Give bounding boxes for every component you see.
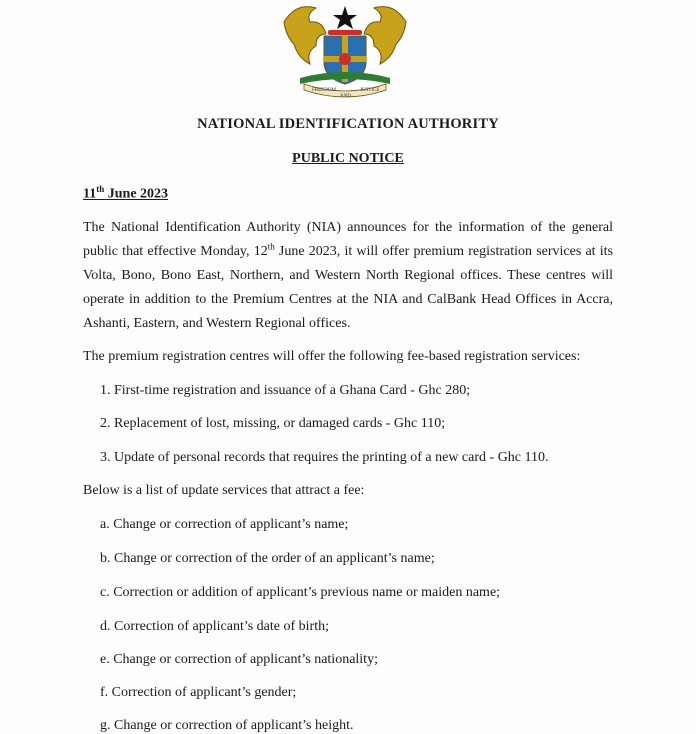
update-item: c. Correction or addition of applicant’s previous name or maiden name;: [100, 585, 501, 600]
updates-intro: Below is a list of update services that attract a fee:: [83, 483, 365, 498]
update-item: g. Change or correction of applicant’s height.: [100, 718, 354, 733]
crest-motto-left: FREEDOM: [312, 88, 336, 93]
date-day: 11: [83, 186, 97, 202]
ghana-coat-of-arms-icon: [276, 0, 414, 102]
intro-paragraph: [83, 216, 613, 336]
intro-part2: June 2023, it will offer premium registration services at its Volta, Bono, Bono East, Northern, and Western North Regional offices. These centres will operate in addition to the Premium Centres at the NIA and CalBank Head Offices in Accra, Ashanti, Eastern, and Western Regional offices.: [83, 244, 613, 331]
intro-part1: The National Identification Authority (NIA) announces for the information of the general public that effective Monday, 12: [83, 220, 613, 259]
update-item: a. Change or correction of applicant’s name;: [100, 517, 349, 532]
date-month-year: June 2023: [104, 186, 169, 202]
crest-motto-right: JUSTICE: [360, 88, 380, 93]
update-item: f. Correction of applicant’s gender;: [100, 685, 297, 700]
notice-date: [83, 184, 168, 203]
crest-motto-bottom: AND: [340, 94, 351, 99]
services-intro: The premium registration centres will offer the following fee-based registration services:: [83, 349, 581, 364]
service-item: 2. Replacement of lost, missing, or damaged cards - Ghc 110;: [100, 416, 446, 431]
date-suffix: th: [96, 184, 105, 194]
notice-heading: PUBLIC NOTICE: [292, 151, 404, 166]
service-item: 3. Update of personal records that requires the printing of a new card - Ghc 110.: [100, 450, 549, 465]
organization-title: NATIONAL IDENTIFICATION AUTHORITY: [197, 116, 499, 132]
update-item: d. Correction of applicant’s date of birth;: [100, 619, 329, 634]
update-item: e. Change or correction of applicant’s nationality;: [100, 652, 378, 667]
service-item: 1. First-time registration and issuance of a Ghana Card - Ghc 280;: [100, 383, 471, 398]
update-item: b. Change or correction of the order of an applicant’s name;: [100, 551, 435, 566]
intro-date-suffix: th: [267, 241, 275, 252]
